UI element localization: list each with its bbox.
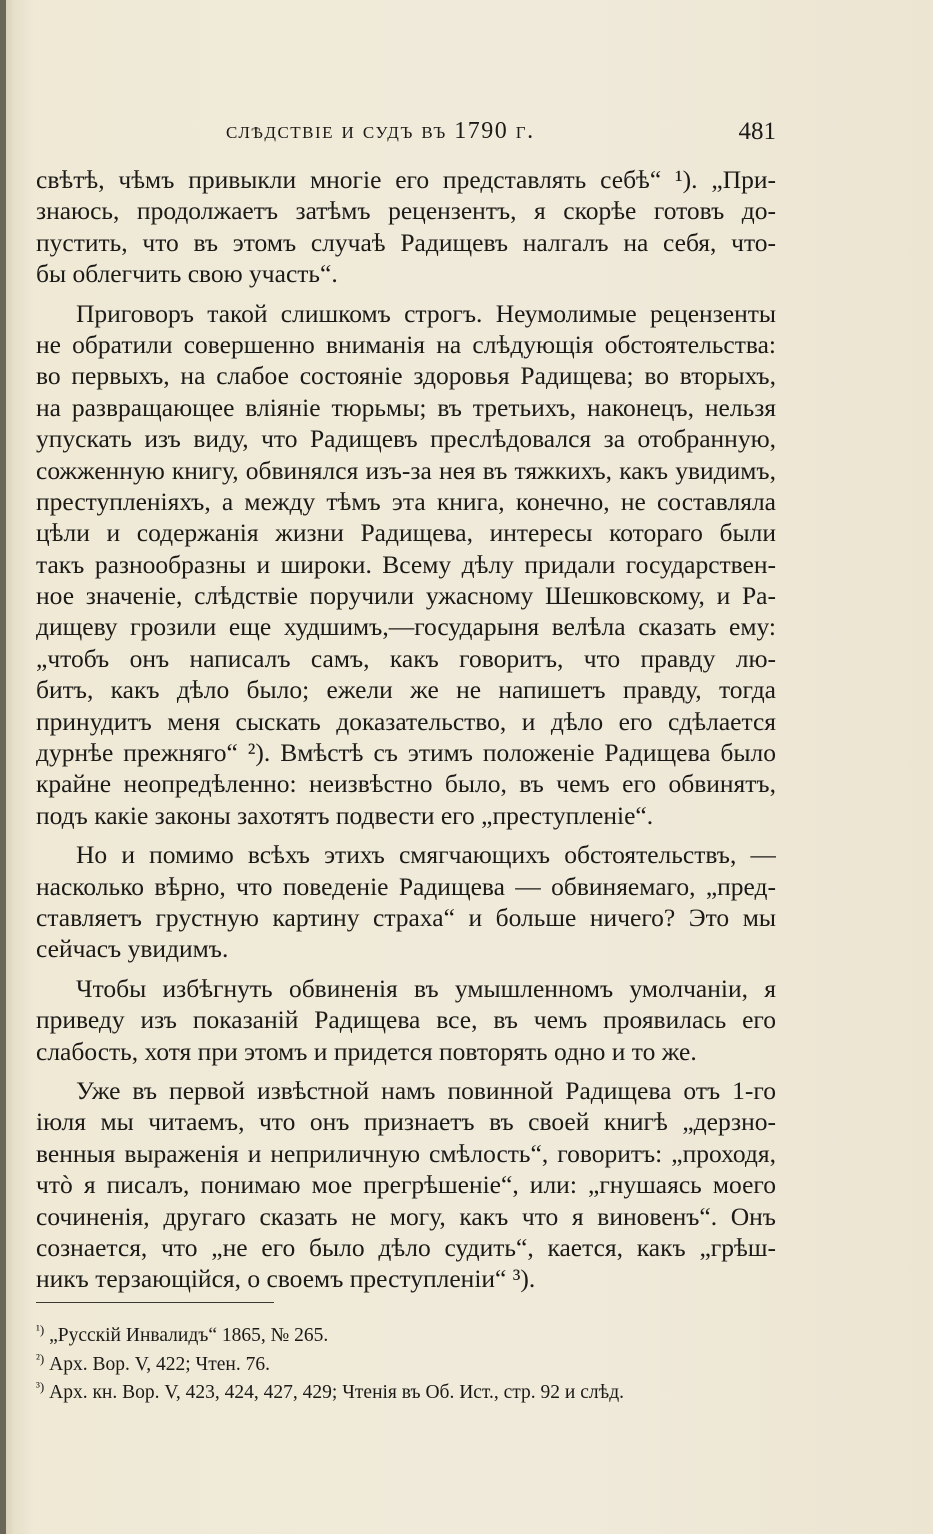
paragraph-gap: [36, 290, 776, 298]
text-line: упускать изъ виду, что Радищевъ преслѣдовался за отобранную,: [36, 424, 776, 454]
footnote-mark: ¹): [36, 1322, 45, 1337]
text-line: во первыхъ, на слабое состояніе здоровья Радищева; во вторыхъ,: [36, 361, 776, 391]
paragraph-gap: [36, 831, 776, 839]
paragraph: [36, 839, 776, 965]
page-number: 481: [738, 118, 776, 145]
running-title: слѣдствіе и судъ въ 1790 г.: [226, 118, 535, 144]
text-line: ставляетъ грустную картину страха“ и больше ничего? Это мы: [36, 902, 776, 932]
text-line: ное значеніе, слѣдствіе поручили ужасному Шешковскому, и Ра-: [36, 581, 776, 611]
text-line: сейчасъ увидимъ.: [36, 934, 229, 964]
paragraph: [36, 298, 776, 832]
paragraph: [36, 973, 776, 1067]
text-line: цѣли и содержанія жизни Радищева, интересы котораго были: [36, 518, 776, 548]
paragraph: [36, 164, 776, 290]
text-line: венныя выраженія и неприличную смѣлость“, говоритъ: „проходя,: [36, 1138, 776, 1168]
text-line: слабость, хотя при этомъ и придется повторять одно и то же.: [36, 1036, 697, 1066]
text-line: сожженную книгу, обвинялся изъ-за нея въ тяжкихъ, какъ увидимъ,: [36, 455, 776, 485]
footnote-text: Арх. Вор. V, 422; Чтен. 76.: [49, 1353, 270, 1375]
text-line: дурнѣе прежняго“ ²). Вмѣстѣ съ этимъ положеніе Радищева было: [36, 738, 776, 768]
footnote-text: „Русскій Инвалидъ“ 1865, № 265.: [49, 1325, 329, 1346]
text-line: Приговоръ такой слишкомъ строгъ. Неумолимые рецензенты: [76, 298, 776, 328]
text-line: бы облегчить свою участь“.: [36, 259, 338, 289]
paragraph: [36, 1075, 776, 1295]
text-line: дищеву грозили еще худшимъ,—государыня велѣла сказать ему:: [36, 612, 776, 642]
text-line: знаюсь, продолжаетъ затѣмъ рецензентъ, я скорѣе готовъ до-: [36, 196, 776, 226]
text-line: іюля мы читаемъ, что онъ признаетъ въ своей книгѣ „дерзно-: [36, 1107, 776, 1137]
text-line: подъ какіе законы захотятъ подвести его „преступленіе“.: [36, 800, 654, 830]
text-line: свѣтѣ, чѣмъ привыкли многіе его представлять себѣ“ ¹). „При-: [36, 165, 776, 194]
footnote: [36, 1373, 796, 1402]
page-header: [36, 112, 776, 152]
text-line: „чтобъ онъ написалъ самъ, какъ говоритъ, что правду лю-: [36, 643, 776, 673]
footnote: [36, 1316, 796, 1345]
paragraph-gap: [36, 1067, 776, 1075]
text-line: крайне неопредѣленно: неизвѣстно было, въ чемъ его обвинятъ,: [36, 769, 776, 799]
footnotes: [36, 1316, 796, 1402]
text-line: насколько вѣрно, что поведеніе Радищева — обвиняемаго, „пред-: [36, 871, 776, 901]
footnote-divider: [36, 1302, 274, 1303]
text-line: никъ терзающійся, о своемъ преступленіи“ ³).: [36, 1264, 536, 1294]
text-line: Чтобы избѣгнуть обвиненія въ умышленномъ умолчаніи, я: [76, 973, 776, 1003]
text-line: Уже въ первой извѣстной намъ повинной Радищева отъ 1-го: [76, 1075, 776, 1105]
text-line: пустить, что въ этомъ случаѣ Радищевъ налгалъ на себя, что-: [36, 227, 776, 257]
text-line: битъ, какъ дѣло было; ежели же не напишетъ правду, тогда: [36, 675, 776, 705]
footnote-mark: ²): [36, 1350, 45, 1366]
text-line: на развращающее вліяніе тюрьмы; въ третьихъ, наконецъ, нельзя: [36, 392, 776, 422]
text-line: чтò я писалъ, понимаю мое прегрѣшеніе“, или: „гнушаясь моего: [36, 1170, 776, 1200]
footnote-text: Арх. кн. Вор. V, 423, 424, 427, 429; Чтенія въ Об. Ист., стр. 92 и слѣд.: [49, 1382, 624, 1404]
main-text: [36, 164, 776, 1295]
text-line: не обратили совершенно вниманія на слѣдующія обстоятельства:: [36, 329, 776, 359]
text-line: сочиненія, другаго сказать не могу, какъ что я виновенъ“. Онъ: [36, 1201, 776, 1231]
text-line: преступленіяхъ, а между тѣмъ эта книга, конечно, не составляла: [36, 486, 776, 516]
binding-edge: [0, 0, 6, 1534]
text-line: такъ разнообразны и широки. Всему дѣлу придали государствен-: [36, 549, 776, 579]
text-line: Но и помимо всѣхъ этихъ смягчающихъ обстоятельствъ, —: [76, 840, 776, 870]
text-line: сознается, что „не его было дѣло судить“, кается, какъ „грѣш-: [36, 1232, 776, 1262]
footnote: [36, 1345, 796, 1374]
paragraph-gap: [36, 965, 776, 973]
footnote-mark: ³): [36, 1379, 45, 1395]
text-line: принудитъ меня сыскать доказательство, и дѣло его сдѣлается: [36, 706, 776, 736]
text-line: приведу изъ показаній Радищева все, въ чемъ проявилась его: [36, 1005, 776, 1035]
